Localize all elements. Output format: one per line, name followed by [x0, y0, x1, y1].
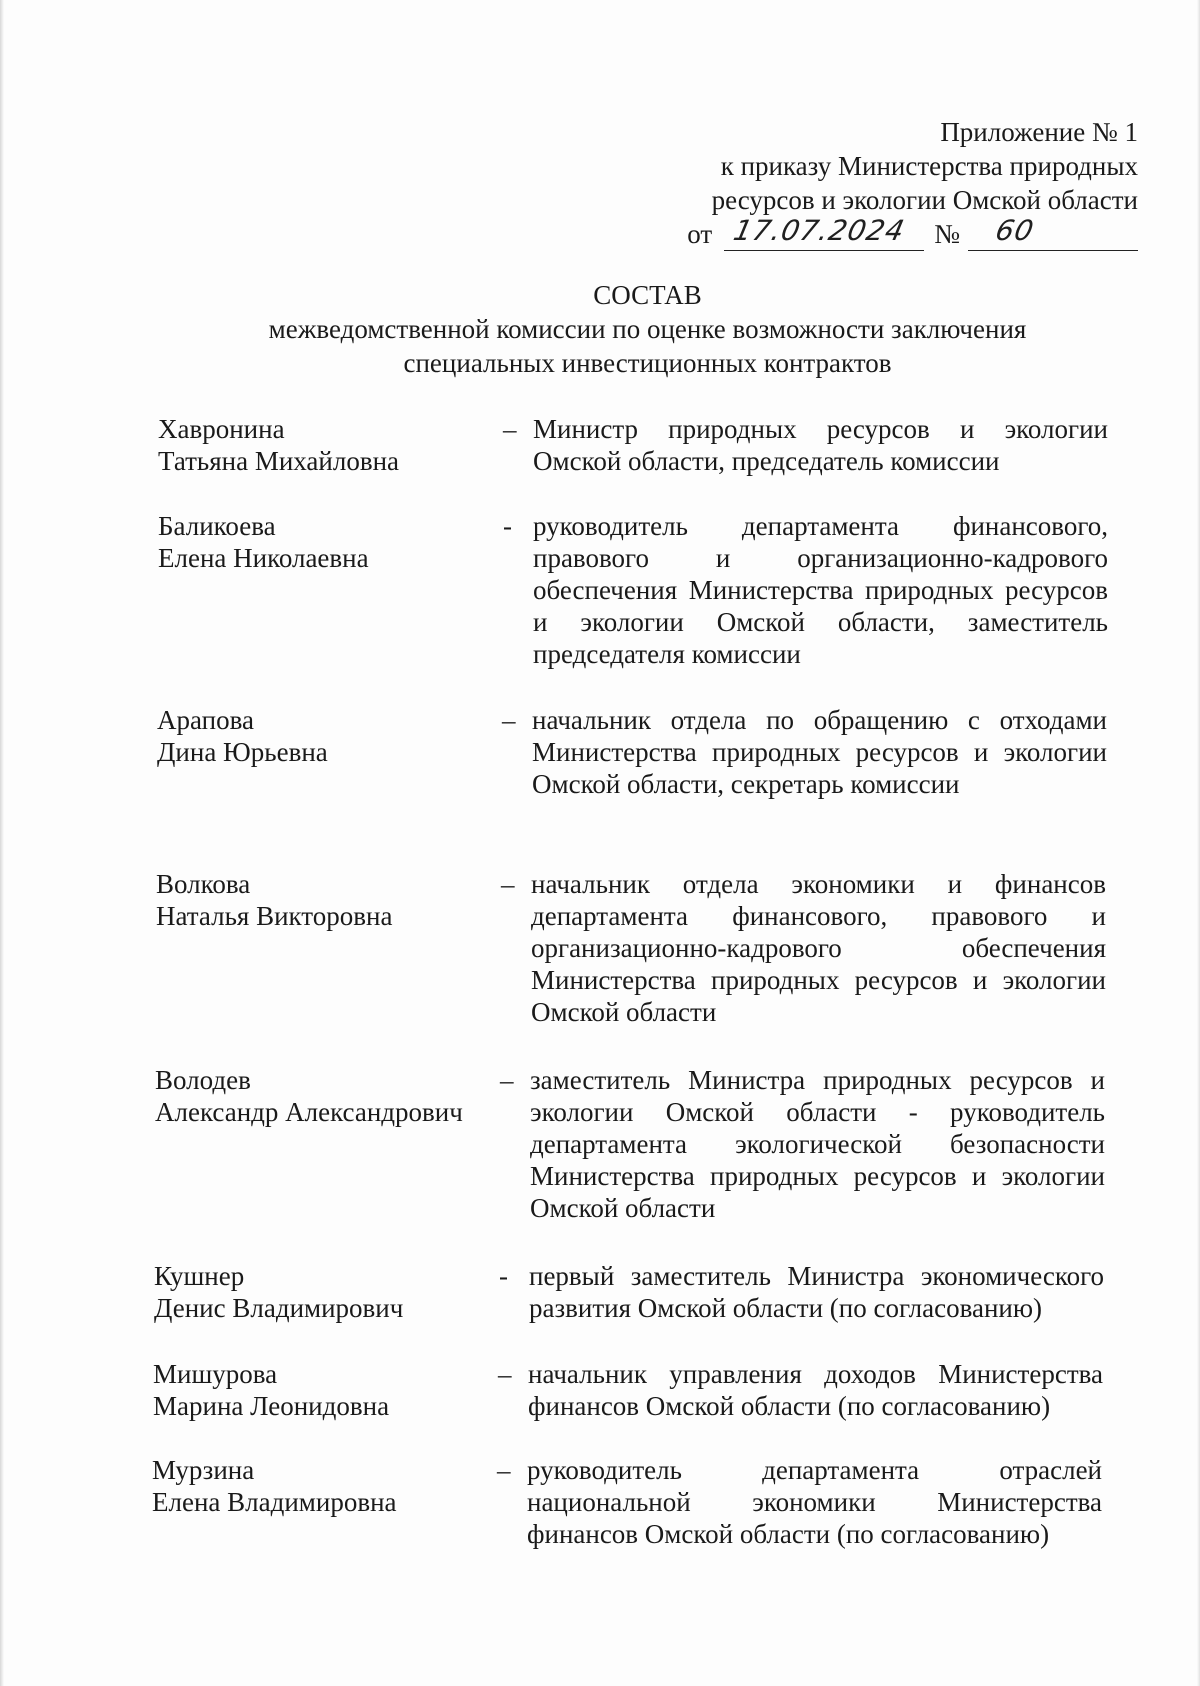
member-name [154, 1260, 484, 1324]
member-dash: – [502, 705, 516, 735]
member-role: руководитель департамента отраслей национальной экономики Министерства финансов Омской области (по согласованию) [527, 1455, 1102, 1549]
member-given-names: Денис Владимирович [154, 1293, 404, 1323]
member-given-names: Наталья Викторовна [156, 901, 393, 931]
member-name [158, 510, 488, 574]
appendix-header [678, 115, 1138, 251]
member-dash: - [499, 1261, 508, 1291]
order-date-number-line [678, 214, 1138, 251]
member-given-names: Дина Юрьевна [157, 737, 328, 767]
order-number-field [968, 214, 1138, 251]
member-surname: Кушнер [154, 1261, 245, 1291]
member-role: Министр природных ресурсов и экологии Омской области, председатель комиссии [533, 414, 1108, 476]
member-role: начальник управления доходов Министерства финансов Омской области (по согласованию) [528, 1359, 1103, 1421]
member-given-names: Александр Александрович [155, 1097, 463, 1127]
scan-edge-left [0, 0, 4, 1686]
number-sign: № [934, 219, 960, 249]
title-line-2: межведомственной комиссии по оценке возможности заключения [268, 314, 1027, 344]
order-reference-line-1: к приказу Министерства природных [720, 151, 1138, 181]
member-name [155, 1064, 485, 1128]
order-number-handwritten: 60 [992, 214, 1038, 247]
appendix-number: Приложение № 1 [940, 117, 1138, 147]
member-surname: Мишурова [153, 1359, 278, 1389]
member-role: руководитель департамента финансового, правового и организационно-кадрового обеспечения Министерства природных ресурсов и экологии Омской области, заместитель председателя комиссии [533, 511, 1108, 669]
member-given-names: Татьяна Михайловна [158, 446, 400, 476]
member-role: начальник отдела по обращению с отходами Министерства природных ресурсов и экологии Омской области, секретарь комиссии [532, 705, 1107, 799]
title-line-3: специальных инвестиционных контрактов [403, 348, 892, 378]
member-surname: Мурзина [152, 1455, 255, 1485]
member-dash: – [503, 414, 517, 444]
order-date-handwritten: 17.07.2024 [730, 214, 909, 247]
member-surname: Хавронина [158, 414, 285, 444]
order-reference-line-2: ресурсов и экологии Омской области [711, 185, 1138, 215]
member-role: начальник отдела экономики и финансов департамента финансового, правового и организационно-кадрового обеспечения Министерства природных ресурсов и экологии Омской области [531, 869, 1106, 1027]
member-surname: Володев [155, 1065, 251, 1095]
member-name [157, 704, 487, 768]
member-role: первый заместитель Министра экономического развития Омской области (по согласованию) [529, 1261, 1104, 1323]
document-title [0, 278, 1200, 380]
member-surname: Баликоева [158, 511, 276, 541]
title-main: СОСТАВ [593, 280, 702, 310]
member-given-names: Елена Владимировна [152, 1487, 397, 1517]
member-name [153, 1358, 483, 1422]
member-given-names: Марина Леонидовна [153, 1391, 390, 1421]
order-date-field [724, 214, 924, 251]
member-dash: – [501, 869, 515, 899]
member-dash: - [503, 511, 512, 541]
member-dash: – [498, 1359, 512, 1389]
member-surname: Арапова [157, 705, 254, 735]
member-dash: – [500, 1065, 514, 1095]
date-prefix: от [687, 219, 713, 249]
member-surname: Волкова [156, 869, 251, 899]
member-dash: – [497, 1455, 511, 1485]
member-given-names: Елена Николаевна [158, 543, 369, 573]
member-role: заместитель Министра природных ресурсов и экологии Омской области - руководитель департамента экологической безопасности Министерства природных ресурсов и экологии Омской области [530, 1065, 1105, 1223]
member-name [152, 1454, 482, 1518]
member-name [156, 868, 486, 932]
member-name [158, 413, 488, 477]
